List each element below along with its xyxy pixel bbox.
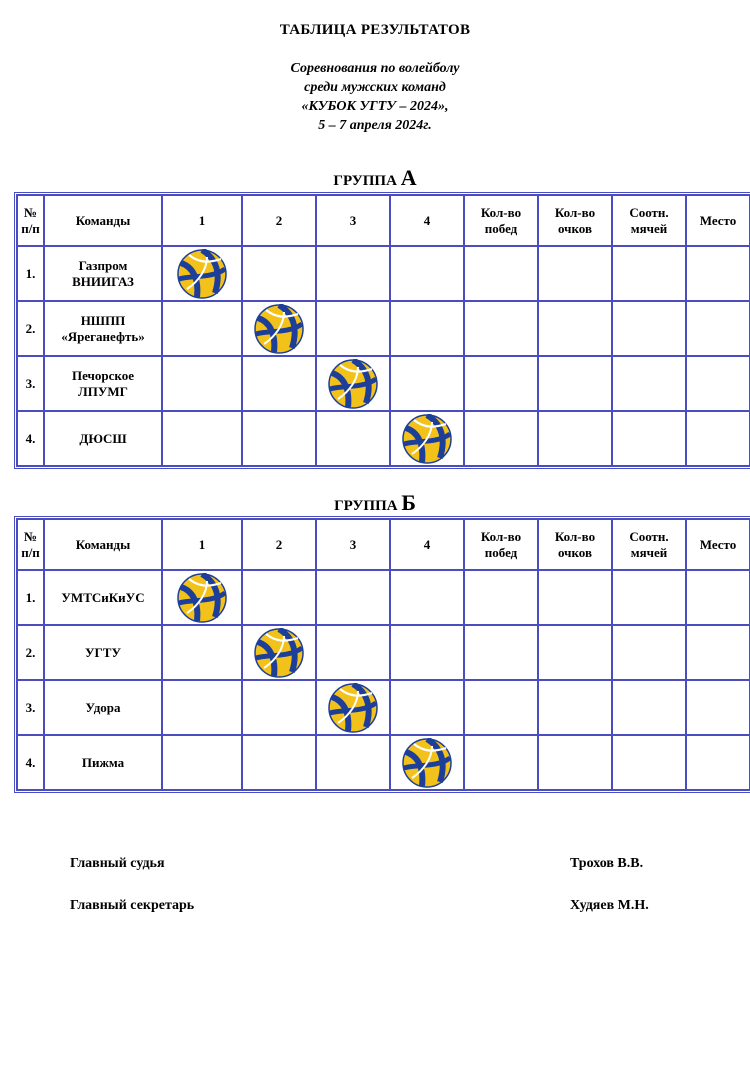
subtitle-line: Соревнования по волейболу <box>290 61 460 76</box>
header-team: Команды <box>44 195 162 246</box>
judge-name: Трохов В.В. <box>570 856 644 871</box>
place-cell[interactable] <box>686 411 750 466</box>
header-points: Кол-во очков <box>538 519 612 570</box>
volleyball-icon <box>254 304 304 354</box>
subtitle-line: 5 – 7 апреля 2024г. <box>318 118 432 133</box>
header-ratio: Соотн. мячей <box>612 519 686 570</box>
group-letter: Б <box>401 490 416 515</box>
group-letter: А <box>400 165 417 190</box>
ratio-cell[interactable] <box>612 625 686 680</box>
subtitle-line: среди мужских команд <box>304 80 446 95</box>
diagonal-cell <box>242 301 316 356</box>
wins-cell[interactable] <box>464 625 538 680</box>
score-cell[interactable] <box>162 625 242 680</box>
score-cell[interactable] <box>390 356 464 411</box>
header-place: Место <box>686 519 750 570</box>
place-cell[interactable] <box>686 570 750 625</box>
team-name: Удора <box>44 680 162 735</box>
team-name: НШПП «Яреганефть» <box>44 301 162 356</box>
score-cell[interactable] <box>316 735 390 790</box>
group-b-title <box>0 490 750 516</box>
table-row <box>17 625 750 680</box>
volleyball-icon <box>328 359 378 409</box>
page-title: ТАБЛИЦА РЕЗУЛЬТАТОВ <box>279 22 471 38</box>
diagonal-cell <box>390 735 464 790</box>
team-name: ДЮСШ <box>44 411 162 466</box>
score-cell[interactable] <box>242 680 316 735</box>
row-num: 1. <box>17 246 44 301</box>
judge-role: Главный судья <box>70 856 165 871</box>
score-cell[interactable] <box>242 735 316 790</box>
ratio-cell[interactable] <box>612 680 686 735</box>
points-cell[interactable] <box>538 570 612 625</box>
header-col-2: 2 <box>242 195 316 246</box>
wins-cell[interactable] <box>464 411 538 466</box>
header-col-4: 4 <box>390 519 464 570</box>
team-name: Печорское ЛПУМГ <box>44 356 162 411</box>
table-row <box>17 301 750 356</box>
ratio-cell[interactable] <box>612 356 686 411</box>
score-cell[interactable] <box>316 625 390 680</box>
header-col-4: 4 <box>390 195 464 246</box>
place-cell[interactable] <box>686 301 750 356</box>
secretary-role: Главный секретарь <box>70 898 195 913</box>
score-cell[interactable] <box>162 356 242 411</box>
group-label: ГРУППА <box>334 498 398 514</box>
volleyball-icon <box>177 249 227 299</box>
group-label: ГРУППА <box>333 173 397 189</box>
place-cell[interactable] <box>686 356 750 411</box>
ratio-cell[interactable] <box>612 570 686 625</box>
table-row <box>17 356 750 411</box>
points-cell[interactable] <box>538 411 612 466</box>
diagonal-cell <box>316 680 390 735</box>
score-cell[interactable] <box>242 356 316 411</box>
volleyball-icon <box>328 683 378 733</box>
points-cell[interactable] <box>538 680 612 735</box>
wins-cell[interactable] <box>464 680 538 735</box>
points-cell[interactable] <box>538 735 612 790</box>
score-cell[interactable] <box>316 301 390 356</box>
wins-cell[interactable] <box>464 356 538 411</box>
volleyball-icon <box>402 738 452 788</box>
score-cell[interactable] <box>162 735 242 790</box>
header-wins: Кол-во побед <box>464 195 538 246</box>
header-col-1: 1 <box>162 519 242 570</box>
row-num: 2. <box>17 625 44 680</box>
volleyball-icon <box>402 414 452 464</box>
group-a-table <box>14 192 750 469</box>
place-cell[interactable] <box>686 735 750 790</box>
table-row <box>17 735 750 790</box>
header-wins: Кол-во побед <box>464 519 538 570</box>
score-cell[interactable] <box>162 301 242 356</box>
wins-cell[interactable] <box>464 301 538 356</box>
volleyball-icon <box>177 573 227 623</box>
wins-cell[interactable] <box>464 735 538 790</box>
header-num: № п/п <box>17 195 44 246</box>
score-cell[interactable] <box>390 246 464 301</box>
header-points: Кол-во очков <box>538 195 612 246</box>
points-cell[interactable] <box>538 625 612 680</box>
diagonal-cell <box>390 411 464 466</box>
row-num: 4. <box>17 411 44 466</box>
points-cell[interactable] <box>538 356 612 411</box>
header-row <box>17 195 750 246</box>
volleyball-icon <box>254 628 304 678</box>
score-cell[interactable] <box>162 680 242 735</box>
row-num: 3. <box>17 680 44 735</box>
row-num: 4. <box>17 735 44 790</box>
header-team: Команды <box>44 519 162 570</box>
score-cell[interactable] <box>390 570 464 625</box>
header-row <box>17 519 750 570</box>
row-num: 3. <box>17 356 44 411</box>
diagonal-cell <box>242 625 316 680</box>
ratio-cell[interactable] <box>612 411 686 466</box>
ratio-cell[interactable] <box>612 301 686 356</box>
table-row <box>17 411 750 466</box>
header-col-3: 3 <box>316 519 390 570</box>
group-b-table <box>14 516 750 793</box>
ratio-cell[interactable] <box>612 735 686 790</box>
score-cell[interactable] <box>316 570 390 625</box>
points-cell[interactable] <box>538 246 612 301</box>
table-row <box>17 680 750 735</box>
place-cell[interactable] <box>686 625 750 680</box>
ratio-cell[interactable] <box>612 246 686 301</box>
row-num: 2. <box>17 301 44 356</box>
place-cell[interactable] <box>686 246 750 301</box>
diagonal-cell <box>316 356 390 411</box>
wins-cell[interactable] <box>464 246 538 301</box>
score-cell[interactable] <box>390 680 464 735</box>
header-ratio: Соотн. мячей <box>612 195 686 246</box>
team-name: Пижма <box>44 735 162 790</box>
table-row <box>17 570 750 625</box>
header-col-1: 1 <box>162 195 242 246</box>
header-place: Место <box>686 195 750 246</box>
place-cell[interactable] <box>686 680 750 735</box>
diagonal-cell <box>162 570 242 625</box>
score-cell[interactable] <box>390 625 464 680</box>
score-cell[interactable] <box>242 246 316 301</box>
score-cell[interactable] <box>242 411 316 466</box>
points-cell[interactable] <box>538 301 612 356</box>
subtitle-line: «КУБОК УГТУ – 2024», <box>301 99 449 114</box>
score-cell[interactable] <box>316 246 390 301</box>
team-name: УГТУ <box>44 625 162 680</box>
header-num: № п/п <box>17 519 44 570</box>
score-cell[interactable] <box>162 411 242 466</box>
score-cell[interactable] <box>390 301 464 356</box>
diagonal-cell <box>162 246 242 301</box>
header-col-3: 3 <box>316 195 390 246</box>
header-col-2: 2 <box>242 519 316 570</box>
subtitle <box>0 59 750 135</box>
group-a-title <box>0 165 750 191</box>
wins-cell[interactable] <box>464 570 538 625</box>
team-name: УМТСиКиУС <box>44 570 162 625</box>
row-num: 1. <box>17 570 44 625</box>
score-cell[interactable] <box>242 570 316 625</box>
secretary-name: Худяев М.Н. <box>570 898 649 913</box>
score-cell[interactable] <box>316 411 390 466</box>
team-name: Газпром ВНИИГАЗ <box>44 246 162 301</box>
table-row <box>17 246 750 301</box>
